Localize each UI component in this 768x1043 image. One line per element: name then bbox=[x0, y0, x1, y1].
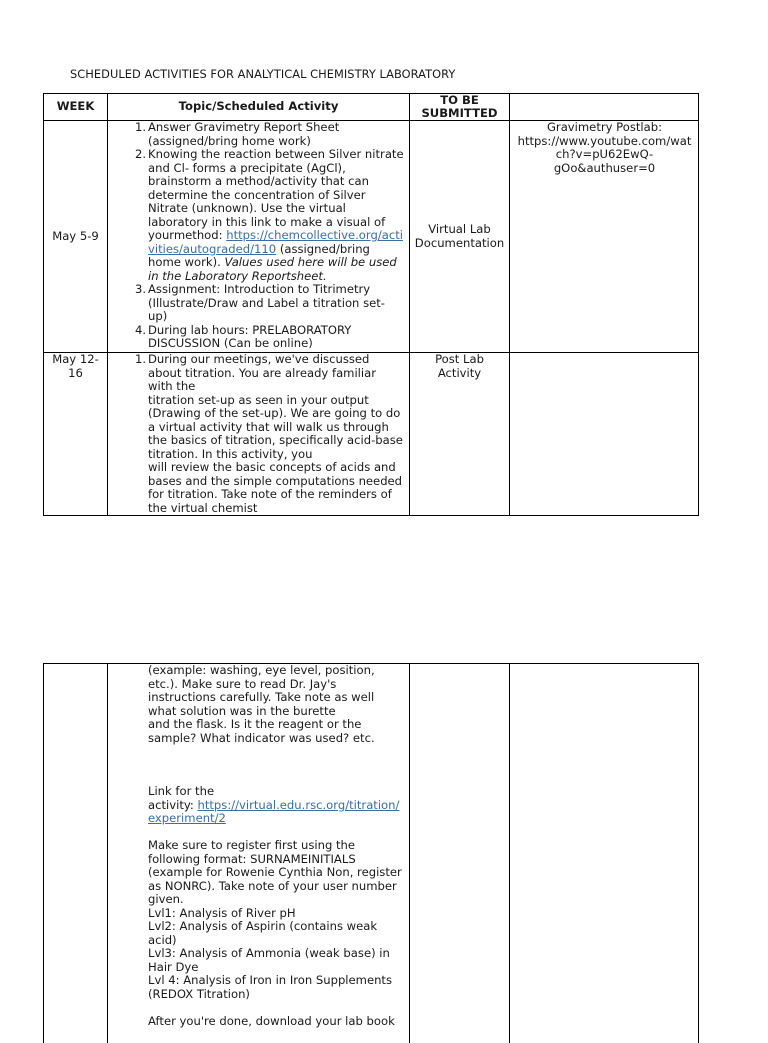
list-item: 1. During our meetings, we've discussed about titration. You are already familiar with the titration set-up as seen in your output (Drawing of the set-up). We are going to do a virtual activity that will walk us through the basics of titration, specifically acid-base titration. In this activity, you will review the basic concepts of acids and bases and the simple computations needed for titration. Take note of the reminders of the virtual chemist bbox=[134, 352, 403, 515]
week-cell: May 5-9 bbox=[52, 229, 99, 243]
postlab-link-cell: Gravimetry Postlab: https://www.youtube.com/wat ch?v=pU62EwQ- gOo&authuser=0 bbox=[517, 120, 692, 175]
list-item: 3. Assignment: Introduction to Titrimetry (Illustrate/Draw and Label a titration set- up) bbox=[134, 282, 385, 323]
list-item: 1. Answer Gravimetry Report Sheet (assigned/bring home work) bbox=[134, 120, 340, 148]
activity-list bbox=[108, 353, 408, 515]
header-week: WEEK bbox=[56, 99, 95, 113]
week-cell: May 12- 16 bbox=[52, 352, 99, 380]
chemcollective-link[interactable]: https://chemcollective.org/acti bbox=[226, 228, 403, 242]
activity-continued: (example: washing, eye level, position, etc.). Make sure to read Dr. Jay's instructions carefully. Take note as well what solution was in the burette and the flask. Is it the reagent or the sample? What indicator was used? etc. Link for the activity: https://virtual.edu.rsc.org/titration/ experiment/2 Make sure to register first using the following format: SURNAMEINITIALS (example for Rowenie Cynthia Non, register as NONRC). Take note of your user number given. Lvl1: Analysis of River pH Lvl2: Analysis of Aspirin (contains weak acid) Lvl3: Analysis of Ammonia (weak base) in Hair Dye Lvl 4: Analysis of Iron in Iron Supplements (REDOX Titration) After you're done, download your lab book bbox=[148, 663, 402, 1028]
list-item: 4. During lab hours: PRELABORATORY DISCUSSION (Can be online) bbox=[134, 322, 352, 350]
rsc-titration-link[interactable]: https://virtual.edu.rsc.org/titration/ bbox=[197, 797, 400, 812]
header-topic: Topic/Scheduled Activity bbox=[178, 99, 339, 113]
submit-cell: Virtual Lab Documentation bbox=[414, 222, 505, 250]
schedule-table-continued bbox=[43, 663, 699, 1043]
activity-list bbox=[108, 121, 408, 351]
schedule-table bbox=[43, 93, 699, 516]
chemcollective-link-cont[interactable]: vities/autograded/110 bbox=[148, 241, 277, 256]
page-title: SCHEDULED ACTIVITIES FOR ANALYTICAL CHEMISTRY LABORATORY bbox=[70, 67, 456, 81]
submit-cell: Post Lab Activity bbox=[435, 352, 484, 380]
rsc-titration-link-cont[interactable]: experiment/2 bbox=[148, 811, 226, 825]
header-to-be-submitted: TO BE SUBMITTED bbox=[421, 93, 498, 120]
list-item: 2. Knowing the reaction between Silver nitrate and Cl- forms a precipitate (AgCl), brainstorm a method/activity that can determine the concentration of Silver Nitrate (unknown). Use the virtual laboratory in this link to make a visual of yourmethod: https://chemcollective.org/acti vities/autograded/110 (assigned/bring home work). Values used here will be used in the Laboratory Reportsheet. bbox=[134, 147, 404, 283]
